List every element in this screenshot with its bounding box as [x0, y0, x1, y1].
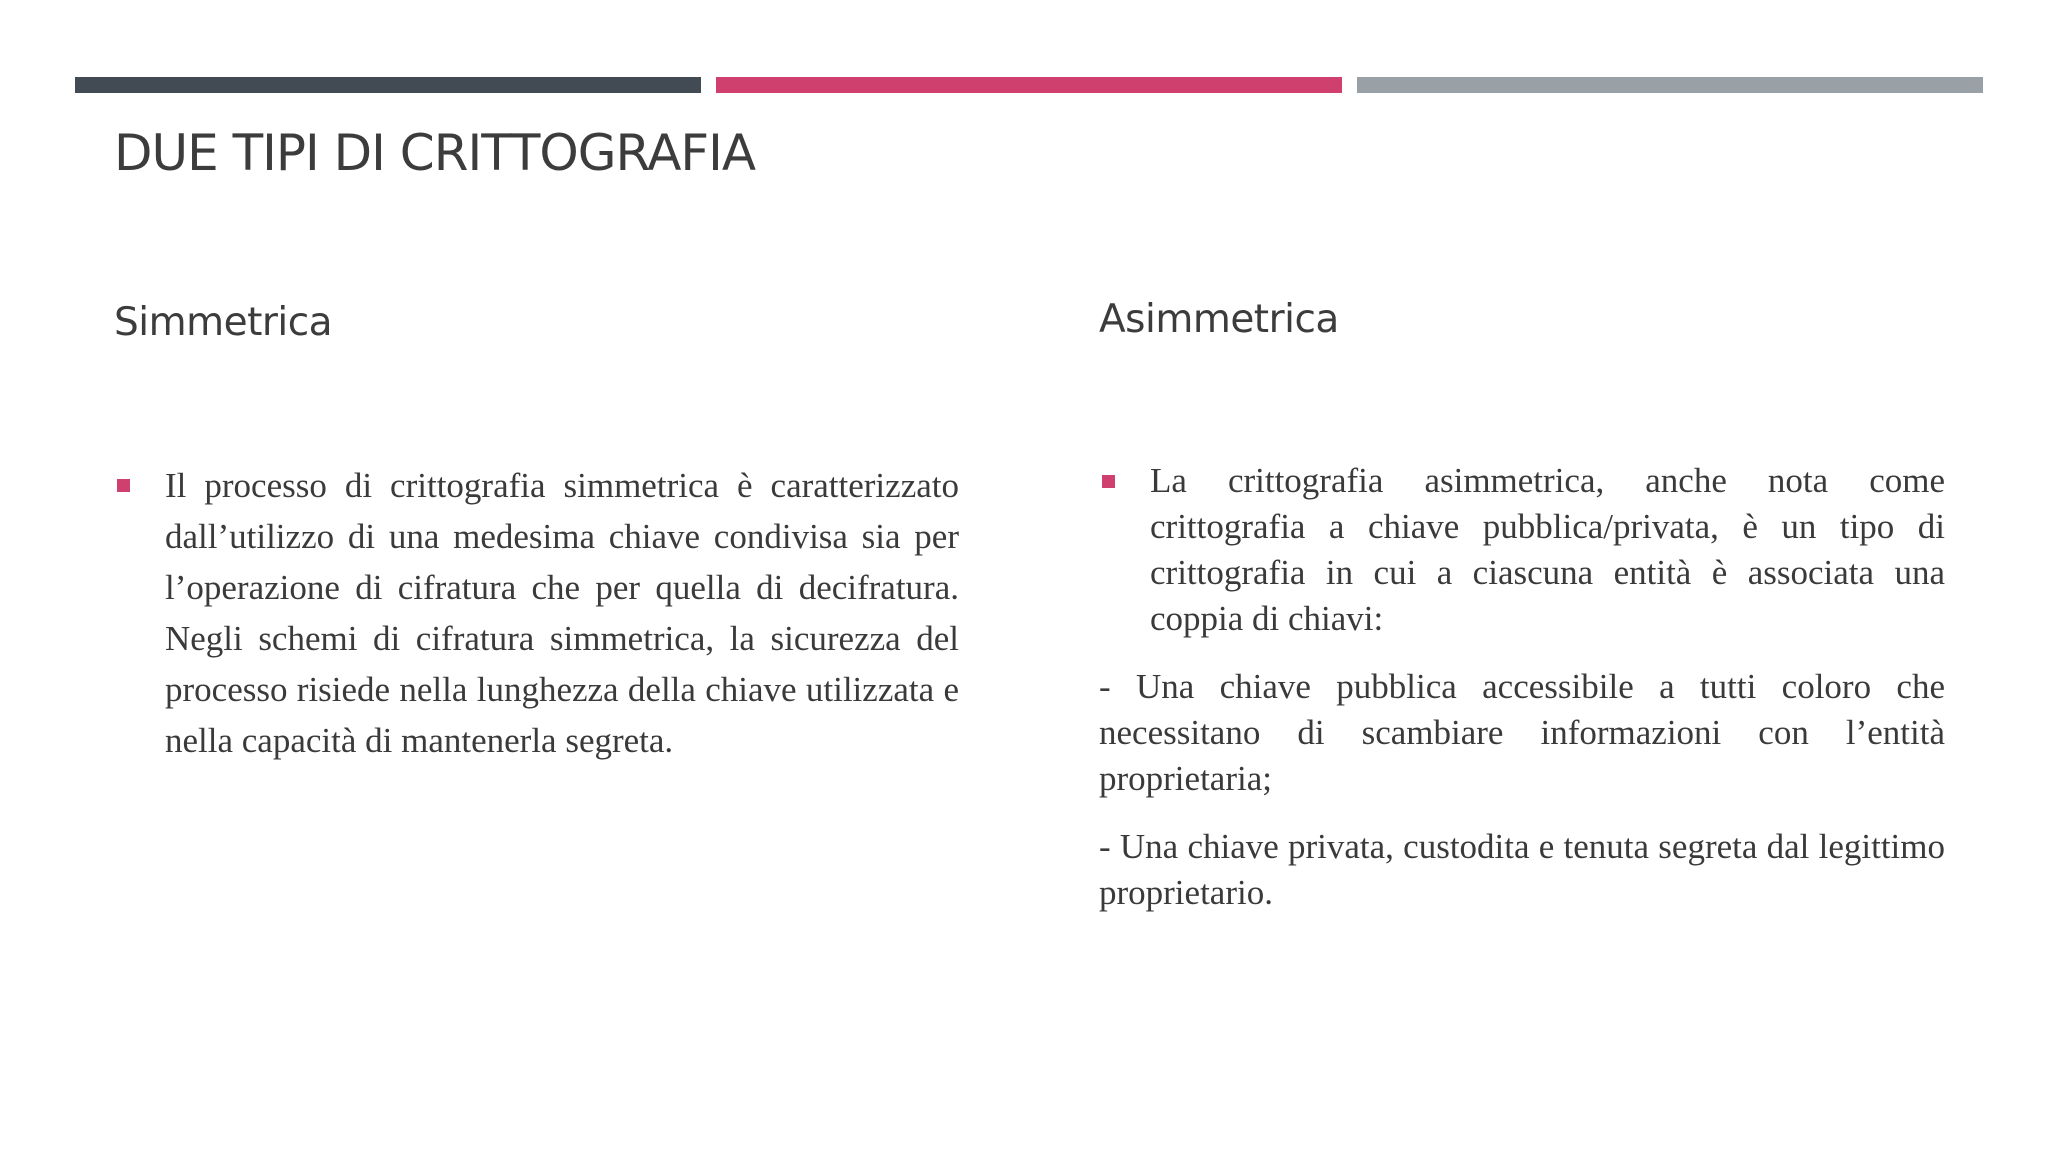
accent-bar-pink	[716, 77, 1342, 93]
public-key-paragraph: - Una chiave pubblica accessibile a tutti coloro che necessitano di scambiare informazioni con l’entità proprietaria;	[1099, 667, 1945, 798]
private-key-paragraph: - Una chiave privata, custodita e tenuta segreta dal legittimo proprietario.	[1099, 827, 1945, 912]
accent-bar-dark	[75, 77, 701, 93]
right-column-body	[1099, 458, 1945, 916]
heading-asimmetrica: Asimmetrica	[1099, 297, 1339, 342]
slide-title: DUE TIPI DI CRITTOGRAFIA	[114, 124, 756, 182]
accent-bar-gray	[1357, 77, 1983, 93]
bullet-text: La crittografia asimmetrica, anche nota come crittografia a chiave pubblica/privata, è un tipo di crittografia in cui a ciascuna entità è associata una coppia di chiavi:	[1150, 461, 1945, 638]
left-column-body	[114, 460, 959, 766]
square-bullet-icon	[1102, 475, 1115, 488]
square-bullet-icon	[117, 479, 130, 492]
bullet-item	[114, 460, 959, 766]
bullet-item	[1099, 458, 1945, 642]
heading-simmetrica: Simmetrica	[114, 300, 333, 345]
bullet-text: Il processo di crittografia simmetrica è caratterizzato dall’utilizzo di una medesima chiave condivisa sia per l’operazione di cifratura che per quella di decifratura. Negli schemi di cifratura simmetrica, la sicurezza del processo risiede nella lunghezza della chiave utilizzata e nella capacità di mantenerla segreta.	[165, 466, 959, 760]
